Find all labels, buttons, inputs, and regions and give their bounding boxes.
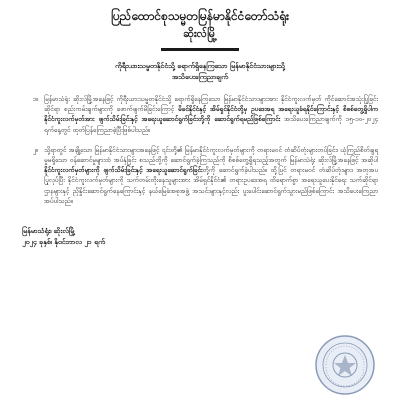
title-underline [161, 48, 239, 51]
embassy-title: ပြည်ထောင်စုသမ္မတမြန်မာနိုင်ငံတော်သံရုံး [110, 9, 290, 23]
paragraph-text [44, 145, 378, 206]
announcement-body [22, 94, 378, 206]
paragraph-2 [22, 145, 378, 206]
paragraph-number: ၁။ [32, 95, 38, 103]
paragraph-text [44, 94, 378, 135]
paragraph-segment-bold: နိုင်ငံကူးလက်မှတ်များကို ဖျက်သိမ်းခြင်းနှင့် အရေးယူဆောင်ရွက်ခြင်း [44, 166, 203, 175]
paragraph-segment: သို့ရာတွင် အချို့သော မြန်မာနိုင်ငံသားများအနေဖြင့် ၎င်းတို့၏ မြန်မာနိုင်ငံကူးလက်မှတ်များကို တရားမဝင် တံဆိပ်တုံးများတပ်ခြင်း၊ ယုံကြည်စိတ်ချရမှုမရှိသော ဝန်ဆောင်မှုများထံ အပ်နှံခြင်း စသည်တို့ကို ဆောင်ရွက်ခဲ့ကြသည်ကို စိစစ်တွေ့ရှိရသည့်အတွက် မြန်မာသံရုံး ဆိုးလ်မြို့အနေဖြင့် အဆိုပါ [44, 145, 378, 165]
signature-date: ၂၀၂၄ ခုနှစ်၊ နိုဝင်ဘာလ ၂၁ ရက် [22, 238, 105, 247]
embassy-city: ဆိုးလ်မြို့ [183, 27, 217, 40]
embassy-seal-icon [314, 334, 376, 396]
paragraph-number: ၂။ [32, 145, 38, 154]
paragraph-segment: အသိပေးကြေညာချက်ကို ၁၅-၁၀-၂၀၂၄ ရက်နေ့တွင် ထုတ်ပြန်ကြေညာခဲ့ပြီးဖြစ်ပါသည်။ [44, 115, 378, 134]
paragraph-segment: တို့ကို ဆောင်ရွက်ခဲ့ပါသည်။ ထို့ပြင် တရားမဝင် တံဆိပ်တုံးများ၊ အတုအပ ပြုလုပ်ပြီး နိုင်ငံကူးလက်မှတ်များကို သက်တမ်းတိုးနေသူများအား အိမ်ရှင်နိုင်ငံ၏ တရားဥပဒေအရ ထိရောက်စွာ အရေးယူပေးနိုင်ရေး သက်ဆိုင်ရာ ဌာနများနှင့် ညှိနှိုင်းဆောင်ရွက်နေကြောင်းနှင့် နယ်မြေခံအစုအဖွဲ့ အသင်းများနှင့်လည်း ပူးပေါင်းဆောင်ရွက်သွားမည်ဖြစ်ကြောင်း အသိပေးကြေညာအပ်ပါသည်။ [44, 166, 378, 205]
subject-label: အသိပေးကြေညာချက် [171, 73, 229, 81]
signature-embassy: မြန်မာသံရုံး၊ ဆိုးလ်မြို့ [22, 227, 76, 236]
subject-line: ကိုရီးယားသမ္မတနိုင်ငံသို့ ရောက်ရှိနေကြသော မြန်မာနိုင်ငံသားများသို့ [115, 62, 285, 70]
paragraph-1 [22, 94, 378, 135]
paragraph-segment: မြန်မာသံရုံး ဆိုးလ်မြို့အနေဖြင့် ကိုရီးယားသမ္မတနိုင်ငံသို့ ရောက်ရှိနေကြသော မြန်မာနိုင်ငံသားများအား နိုင်ငံကူးလက်မှတ် ကိုင်ဆောင်အသုံးပြုခြင်းဆိုင်ရာ စည်းကမ်းချက်များကို ဖောက်ဖျက်မိခြင်းကြောင့် [44, 95, 378, 114]
paragraph-segment-bold: မိခင်နိုင်ငံနှင့် အိမ်ရှင်နိုင်ငံတို့မှ ဥပဒေအရ အရေးယူခံရနိုင်ကြောင်းနှင့် စိစစ်တွေ့ရှိပါက နိုင်ငံကူးလက်မှတ်အား ဖျက်သိမ်းခြင်းနှင့် အရေးယူဆောင်ရွက်ခြင်းတို့ကို ဆောင်ရွက်ရမည်ဖြစ်ကြောင်း [44, 105, 378, 124]
signature-block [22, 226, 378, 248]
